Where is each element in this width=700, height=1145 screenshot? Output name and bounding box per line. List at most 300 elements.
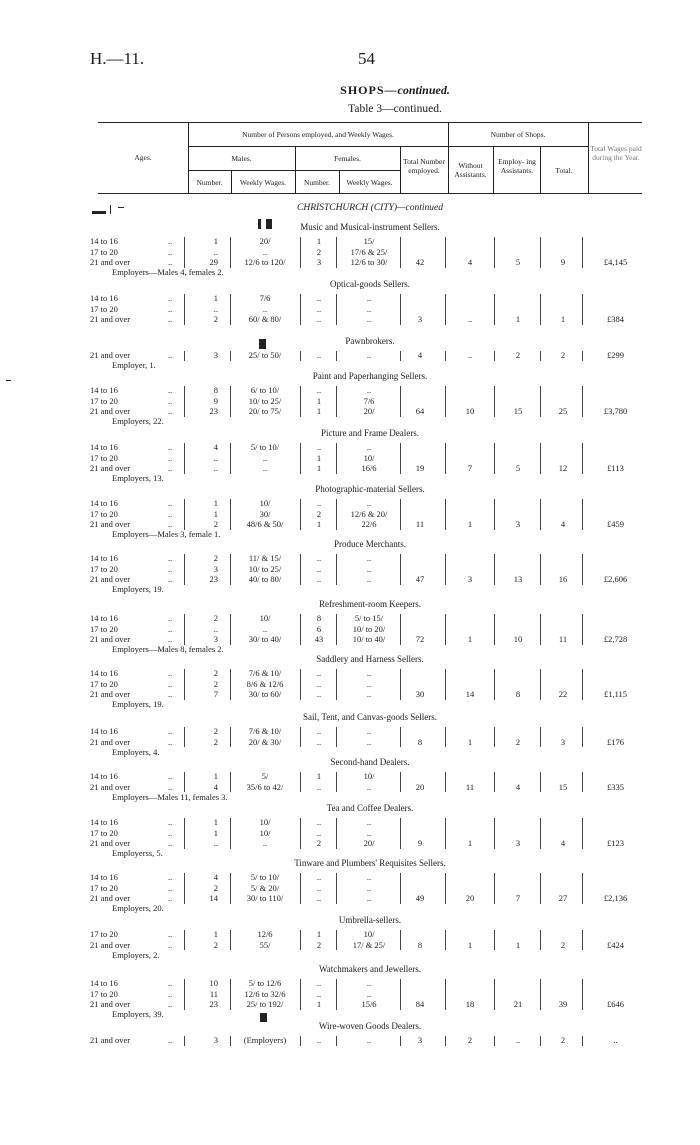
leader-dots: .. [168, 978, 173, 988]
female-wages: 10/ [363, 771, 375, 781]
female-number: 1 [316, 999, 322, 1009]
male-number: 1 [213, 817, 218, 827]
table-row [0, 883, 700, 894]
column-rule [582, 499, 583, 530]
table-row [0, 613, 700, 624]
employing-assistants: 1 [515, 939, 521, 950]
column-rule [336, 930, 337, 950]
column-rule [582, 1036, 583, 1046]
employers-note: Employer, 1. [112, 360, 156, 370]
table-row [0, 304, 700, 315]
total-wages: £2,728 [603, 634, 628, 644]
column-rule [184, 294, 185, 325]
without-assistants: 2 [467, 1035, 473, 1045]
column-rule [184, 499, 185, 530]
male-number: 2 [213, 613, 218, 623]
total-employed: 64 [415, 406, 425, 416]
total-wages: £646 [607, 999, 624, 1009]
total-wages: £1,115 [603, 689, 628, 699]
male-wages: .. [262, 303, 268, 314]
column-rule [400, 1036, 401, 1046]
male-number: 2 [213, 726, 218, 736]
employing-assistants: 8 [515, 689, 521, 699]
age: 14 to 16 [90, 385, 118, 395]
table-header [98, 122, 642, 194]
female-number: .. [316, 442, 322, 452]
section-heading: Paint and Paperhanging Sellers. [312, 371, 428, 381]
column-rule [582, 930, 583, 950]
section-heading: Music and Musical-instrument Sellers. [300, 222, 440, 232]
column-rule [336, 294, 337, 325]
leader-dots: .. [168, 314, 173, 324]
male-wages: 10/ [259, 613, 271, 623]
male-number: 29 [209, 257, 218, 267]
table-row [0, 350, 700, 361]
female-wages: 12/6 & 20/ [350, 508, 388, 519]
leader-dots: .. [168, 508, 173, 519]
employing-assistants: 3 [515, 838, 521, 848]
column-rule [184, 818, 185, 849]
age: 14 to 16 [90, 442, 118, 452]
table-row [0, 314, 700, 325]
column-rule [494, 554, 495, 585]
column-rule [540, 237, 541, 268]
male-wages: 10/ to 25/ [248, 563, 282, 574]
leader-dots: .. [168, 838, 173, 848]
total-wages: .. [613, 1035, 618, 1045]
section-heading: Saddlery and Harness Sellers. [316, 654, 424, 664]
female-number: .. [316, 726, 322, 736]
column-rule [230, 772, 231, 792]
column-rule [336, 386, 337, 417]
column-rule [445, 772, 446, 792]
male-wages: 5/ to 12/6 [248, 978, 282, 988]
male-wages: 30/ [259, 508, 271, 519]
total-employed: 8 [417, 736, 423, 747]
male-wages: 5/ to 10/ [250, 872, 280, 882]
female-number: 1 [316, 452, 322, 463]
total-wages: £424 [607, 939, 624, 950]
female-number: .. [316, 678, 322, 689]
male-number: 4 [213, 781, 218, 792]
column-rule [445, 727, 446, 747]
leader-dots: .. [168, 385, 173, 395]
column-rule [336, 443, 337, 474]
female-number: .. [316, 988, 322, 999]
column-rule [184, 614, 185, 645]
table-row [0, 236, 700, 247]
female-wages: .. [366, 781, 372, 792]
female-wages: .. [366, 303, 372, 314]
leader-dots: .. [168, 442, 173, 452]
male-wages: .. [262, 463, 268, 473]
table-row [0, 247, 700, 258]
column-rule [300, 554, 301, 585]
female-number: .. [316, 668, 322, 678]
column-rule [494, 1036, 495, 1046]
female-number: .. [316, 293, 322, 303]
age: 21 and over [90, 257, 131, 267]
male-number: 11 [209, 988, 218, 999]
column-rule [230, 979, 231, 1010]
total-employed: 49 [415, 893, 425, 903]
column-rule [494, 772, 495, 792]
female-wages: 10/ to 20/ [352, 623, 386, 634]
column-rule [184, 669, 185, 700]
leader-dots: .. [168, 452, 173, 463]
column-rule [300, 614, 301, 645]
age: 17 to 20 [90, 563, 118, 574]
age: 21 and over [90, 999, 131, 1009]
table-row [0, 828, 700, 839]
female-wages: 20/ [363, 838, 375, 848]
page-reference: H.—11. [90, 49, 145, 68]
without-assistants: 3 [467, 574, 473, 584]
total-shops: 9 [560, 257, 566, 267]
male-wages: 12/6 to 32/6 [244, 988, 286, 999]
column-rule [540, 727, 541, 747]
table-row [0, 782, 700, 793]
age: 14 to 16 [90, 872, 118, 882]
leader-dots: .. [168, 406, 173, 416]
total-shops: 11 [558, 634, 568, 644]
table-row [0, 519, 700, 530]
table-row [0, 406, 700, 417]
age: 21 and over [90, 314, 131, 324]
age: 21 and over [90, 893, 131, 903]
male-wages: 5/ [261, 771, 269, 781]
table-row [0, 929, 700, 940]
column-rule [184, 554, 185, 585]
male-wages: 7/6 & 10/ [248, 726, 282, 736]
male-number: 23 [209, 406, 218, 416]
age: 17 to 20 [90, 303, 118, 314]
leader-dots: .. [168, 1035, 173, 1045]
column-rule [300, 873, 301, 904]
column-rule [494, 386, 495, 417]
male-number: 2 [213, 519, 218, 529]
column-rule [445, 237, 446, 268]
male-wages: 10/ to 25/ [248, 395, 282, 406]
column-rule [300, 669, 301, 700]
page-number: 54 [358, 49, 375, 68]
female-wages: 12/6 to 30/ [350, 257, 388, 267]
without-assistants: 7 [467, 463, 473, 473]
female-number: .. [316, 1035, 322, 1045]
leader-dots: .. [168, 498, 173, 508]
column-rule [230, 614, 231, 645]
column-rule [445, 294, 446, 325]
male-number: 4 [213, 872, 218, 882]
table-row [0, 442, 700, 453]
table-row [0, 574, 700, 585]
column-rule [230, 443, 231, 474]
employing-assistants: 1 [515, 314, 521, 324]
male-wages: 55/ [259, 939, 271, 950]
male-number: .. [213, 623, 218, 634]
female-wages: 10/ [363, 929, 375, 939]
col-female-wages: Weekly Wages. [346, 178, 393, 187]
employing-assistants: 13 [513, 574, 523, 584]
leader-dots: .. [168, 293, 173, 303]
without-assistants: 11 [465, 781, 475, 792]
male-number: 2 [213, 314, 218, 324]
age: 14 to 16 [90, 978, 118, 988]
column-rule [230, 351, 231, 361]
female-wages: .. [366, 872, 372, 882]
table-row [0, 624, 700, 635]
table-row [0, 509, 700, 520]
column-rule [300, 294, 301, 325]
title-continued: continued. [397, 83, 450, 97]
total-employed: 30 [415, 689, 425, 699]
total-shops: 27 [558, 893, 568, 903]
age: 21 and over [90, 939, 131, 950]
column-rule [582, 294, 583, 325]
male-number: 23 [209, 999, 218, 1009]
leader-dots: .. [168, 395, 173, 406]
without-assistants: 18 [465, 999, 475, 1009]
column-rule [445, 351, 446, 361]
female-wages: .. [366, 689, 372, 699]
total-employed: 20 [415, 781, 425, 792]
column-rule [400, 554, 401, 585]
age: 17 to 20 [90, 395, 118, 406]
col-female-number: Number. [303, 178, 331, 187]
leader-dots: .. [168, 988, 173, 999]
column-rule [582, 237, 583, 268]
table-row [0, 553, 700, 564]
male-number: 2 [213, 939, 218, 950]
column-rule [300, 930, 301, 950]
male-wages: 30/ to 60/ [248, 689, 282, 699]
column-rule [540, 930, 541, 950]
table-row [0, 1035, 700, 1046]
female-wages: 5/ to 15/ [354, 613, 384, 623]
male-wages: 8/6 & 12/6 [246, 678, 284, 689]
column-rule [445, 979, 446, 1010]
male-wages: 20/ [259, 236, 271, 246]
employing-assistants: 5 [515, 257, 521, 267]
column-rule [400, 351, 401, 361]
table-row [0, 689, 700, 700]
leader-dots: .. [168, 689, 173, 699]
female-wages: .. [366, 553, 372, 563]
leader-dots: .. [168, 893, 173, 903]
total-wages: £459 [607, 519, 624, 529]
age: 21 and over [90, 406, 131, 416]
female-wages: .. [366, 893, 372, 903]
female-wages: .. [366, 678, 372, 689]
col-total-employed: Total Number employed. [403, 157, 445, 175]
age: 17 to 20 [90, 929, 118, 939]
column-rule [336, 554, 337, 585]
column-rule [494, 818, 495, 849]
without-assistants: 1 [467, 634, 473, 644]
employers-note: Employers, 13. [112, 473, 164, 483]
leader-dots: .. [168, 236, 173, 246]
male-wages: 7/6 [259, 293, 271, 303]
column-rule [445, 386, 446, 417]
total-shops: 39 [558, 999, 568, 1009]
column-rule [494, 873, 495, 904]
female-number: 1 [316, 929, 322, 939]
female-wages: .. [366, 314, 372, 324]
employers-note: Employers—Males 8, females 2. [112, 644, 224, 654]
column-rule [400, 237, 401, 268]
male-wages: .. [262, 838, 268, 848]
col-persons-group: Number of Persons employed, and Weekly Wages. [242, 130, 394, 139]
age: 14 to 16 [90, 498, 118, 508]
without-assistants: .. [467, 350, 473, 360]
column-rule [540, 1036, 541, 1046]
age: 17 to 20 [90, 623, 118, 634]
column-rule [300, 237, 301, 268]
column-rule [540, 294, 541, 325]
female-wages: .. [366, 978, 372, 988]
male-wages: 20/ & 30/ [248, 736, 282, 747]
leader-dots: .. [168, 726, 173, 736]
female-wages: 16/6 [361, 463, 377, 473]
female-wages: .. [366, 882, 372, 893]
female-number: 1 [316, 395, 322, 406]
age: 17 to 20 [90, 678, 118, 689]
total-shops: 3 [560, 736, 566, 747]
leader-dots: .. [168, 781, 173, 792]
leader-dots: .. [168, 736, 173, 747]
column-rule [400, 614, 401, 645]
column-rule [184, 237, 185, 268]
column-rule [494, 614, 495, 645]
total-shops: 25 [558, 406, 568, 416]
employers-note: Employers, 22. [112, 416, 164, 426]
column-rule [494, 443, 495, 474]
female-wages: .. [366, 736, 372, 747]
age: 17 to 20 [90, 882, 118, 893]
column-rule [400, 772, 401, 792]
column-rule [300, 979, 301, 1010]
column-rule [540, 443, 541, 474]
male-wages: 12/6 [257, 929, 273, 939]
column-rule [582, 873, 583, 904]
female-wages: .. [366, 1035, 372, 1045]
column-rule [582, 727, 583, 747]
total-employed: 72 [415, 634, 425, 644]
employers-note: Employers, 19. [112, 584, 164, 594]
total-employed: 11 [415, 519, 425, 529]
male-number: 8 [213, 385, 218, 395]
female-number: 1 [316, 463, 322, 473]
total-shops: 16 [558, 574, 568, 584]
without-assistants: 1 [467, 519, 473, 529]
leader-dots: .. [168, 257, 173, 267]
col-employing-assistants: Employ- ing Assistants. [498, 157, 536, 175]
male-wages: 30/ to 40/ [248, 634, 282, 644]
female-number: .. [316, 574, 322, 584]
column-rule [540, 614, 541, 645]
female-wages: .. [366, 385, 372, 395]
table-row [0, 679, 700, 690]
column-rule [336, 614, 337, 645]
table-row [0, 293, 700, 304]
section-heading: Produce Merchants. [334, 539, 406, 549]
column-rule [582, 351, 583, 361]
leader-dots: .. [168, 771, 173, 781]
leader-dots: .. [168, 827, 173, 838]
column-rule [184, 351, 185, 361]
column-rule [445, 818, 446, 849]
female-number: 2 [316, 838, 322, 848]
column-rule [400, 727, 401, 747]
table-row [0, 726, 700, 737]
female-wages: .. [366, 442, 372, 452]
male-wages: 35/6 to 42/ [246, 781, 284, 792]
city-heading: CHRISTCHURCH (CITY)—continued [297, 203, 443, 213]
column-rule [540, 873, 541, 904]
total-wages: £4,145 [603, 257, 628, 267]
column-rule [336, 351, 337, 361]
age: 14 to 16 [90, 817, 118, 827]
column-rule [582, 554, 583, 585]
column-rule [230, 669, 231, 700]
male-number: 1 [213, 498, 218, 508]
table-row [0, 463, 700, 474]
leader-dots: .. [168, 303, 173, 314]
female-wages: 17/ & 25/ [352, 939, 386, 950]
male-number: 1 [213, 508, 218, 519]
col-total: Total. [555, 166, 573, 175]
column-rule [336, 237, 337, 268]
male-number: .. [213, 838, 218, 848]
female-number: .. [316, 893, 322, 903]
section-heading: Wire-woven Goods Dealers. [318, 1021, 422, 1031]
column-rule [582, 386, 583, 417]
male-number: 1 [213, 929, 218, 939]
employing-assistants: 4 [515, 781, 521, 792]
column-rule [445, 930, 446, 950]
table-row [0, 893, 700, 904]
male-wages: .. [262, 452, 268, 463]
column-rule [540, 669, 541, 700]
male-number: 2 [213, 553, 218, 563]
male-wages: 10/ [259, 498, 271, 508]
total-shops: 22 [558, 689, 568, 699]
female-number: .. [316, 736, 322, 747]
age: 14 to 16 [90, 613, 118, 623]
age: 14 to 16 [90, 668, 118, 678]
age: 14 to 16 [90, 553, 118, 563]
column-rule [400, 930, 401, 950]
age: 21 and over [90, 736, 131, 747]
section-heading: Refreshment-room Keepers. [319, 599, 421, 609]
female-wages: 15/ [363, 236, 375, 246]
column-rule [184, 979, 185, 1010]
section-heading: Watchmakers and Jewellers. [319, 964, 421, 974]
age: 17 to 20 [90, 508, 118, 519]
column-rule [494, 499, 495, 530]
column-rule [582, 772, 583, 792]
section-heading: Optical-goods Sellers. [330, 279, 410, 289]
column-rule [445, 873, 446, 904]
male-wages: 7/6 & 10/ [248, 668, 282, 678]
column-rule [336, 772, 337, 792]
leader-dots: .. [168, 574, 173, 584]
female-wages: .. [366, 563, 372, 574]
column-rule [494, 237, 495, 268]
column-rule [582, 818, 583, 849]
employers-note: Employers—Males 4, females 2. [112, 267, 224, 277]
female-number: 6 [316, 623, 322, 634]
